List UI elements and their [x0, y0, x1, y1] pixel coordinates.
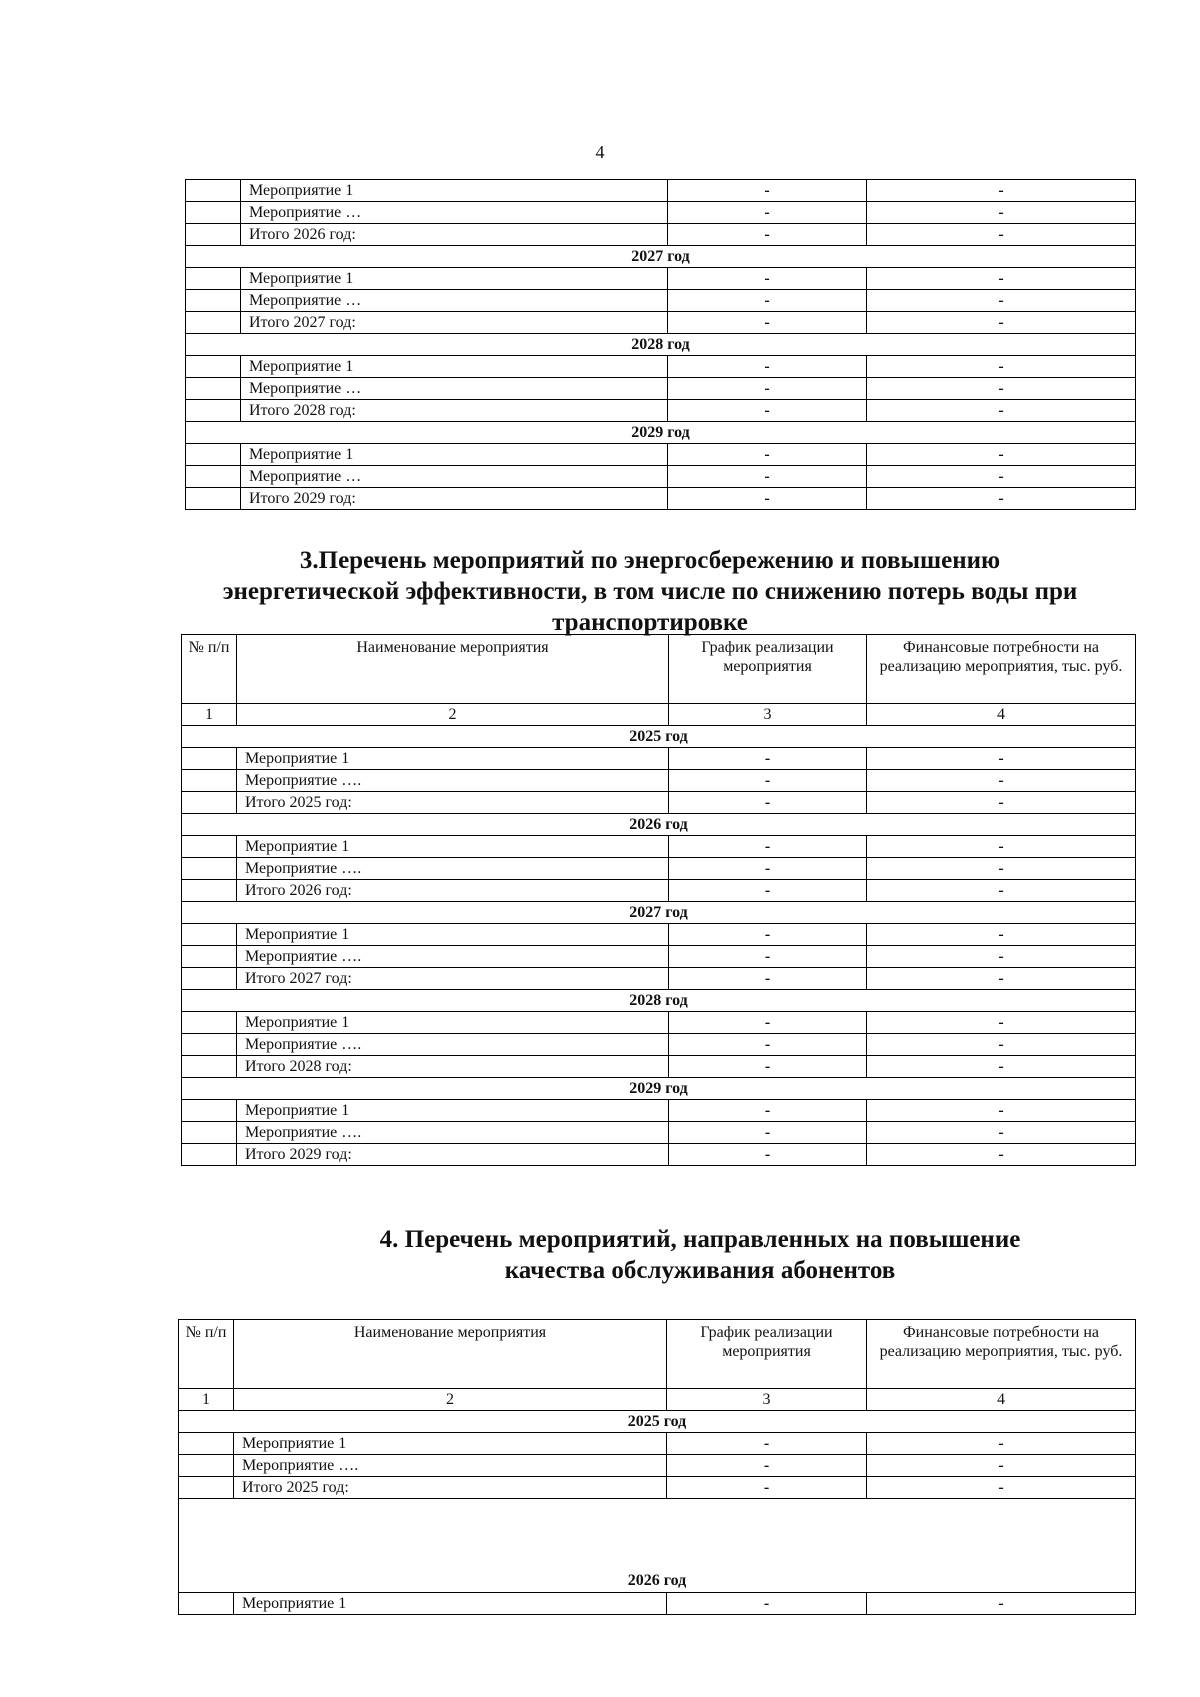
total-label: Итого 2028 год: — [237, 1056, 669, 1078]
schedule-cell: - — [669, 968, 867, 990]
activity-name: Мероприятие … — [241, 202, 668, 224]
column-number: 1 — [182, 704, 237, 726]
year-heading: 2028 год — [182, 990, 1136, 1012]
schedule-cell: - — [669, 880, 867, 902]
activity-row — [179, 1455, 1136, 1477]
row-number-cell — [182, 748, 237, 770]
row-number-cell — [182, 836, 237, 858]
total-row — [186, 400, 1136, 422]
activity-name: Мероприятие 1 — [237, 836, 669, 858]
financing-cell: - — [867, 224, 1136, 246]
year-heading: 2027 год — [182, 902, 1136, 924]
activity-row — [186, 180, 1136, 202]
row-number-cell — [186, 268, 241, 290]
financing-cell: - — [867, 1593, 1136, 1615]
activity-row — [186, 268, 1136, 290]
year-row — [179, 1411, 1136, 1433]
header-schedule: График реализации мероприятия — [669, 635, 867, 704]
activity-row — [182, 1034, 1136, 1056]
financing-cell: - — [867, 968, 1136, 990]
financing-cell: - — [867, 1477, 1136, 1499]
activity-row — [186, 444, 1136, 466]
year-heading: 2027 год — [186, 246, 1136, 268]
activity-row — [186, 378, 1136, 400]
row-number-cell — [186, 466, 241, 488]
year-row — [182, 1078, 1136, 1100]
financing-cell: - — [867, 312, 1136, 334]
total-row — [182, 1144, 1136, 1166]
financing-cell: - — [867, 924, 1136, 946]
activity-name: Мероприятие … — [241, 466, 668, 488]
activity-row — [179, 1593, 1136, 1615]
activity-name: Мероприятие … — [241, 378, 668, 400]
schedule-cell: - — [668, 378, 867, 400]
column-number-row — [179, 1389, 1136, 1411]
financing-cell: - — [867, 202, 1136, 224]
total-label: Итого 2028 год: — [241, 400, 668, 422]
financing-cell: - — [867, 1100, 1136, 1122]
schedule-cell: - — [668, 444, 867, 466]
total-label: Итого 2027 год: — [241, 312, 668, 334]
column-number: 1 — [179, 1389, 234, 1411]
section3-title — [170, 545, 1130, 638]
activity-name: Мероприятие 1 — [241, 268, 668, 290]
activity-name: Мероприятие 1 — [241, 356, 668, 378]
total-row — [182, 792, 1136, 814]
column-number: 4 — [867, 1389, 1136, 1411]
year-row — [186, 422, 1136, 444]
activity-name: Мероприятие 1 — [237, 1012, 669, 1034]
year-row — [186, 246, 1136, 268]
activity-row — [182, 946, 1136, 968]
schedule-cell: - — [669, 1012, 867, 1034]
row-number-cell — [186, 444, 241, 466]
activity-name: Мероприятие …. — [237, 770, 669, 792]
financing-cell: - — [867, 946, 1136, 968]
schedule-cell: - — [669, 924, 867, 946]
row-number-cell — [182, 946, 237, 968]
row-number-cell — [182, 770, 237, 792]
row-number-cell — [182, 1122, 237, 1144]
total-row — [182, 1056, 1136, 1078]
total-row — [179, 1477, 1136, 1499]
row-number-cell — [186, 312, 241, 334]
activity-name: Мероприятие … — [241, 290, 668, 312]
year-row — [182, 990, 1136, 1012]
activity-row — [182, 748, 1136, 770]
financing-cell: - — [867, 400, 1136, 422]
row-number-cell — [182, 968, 237, 990]
activity-row — [182, 770, 1136, 792]
section3-title-line: 3.Перечень мероприятий по энергосбережению и повышению — [299, 547, 1001, 574]
header-row — [179, 1320, 1136, 1389]
financing-cell: - — [867, 770, 1136, 792]
section4-title — [330, 1224, 1070, 1286]
schedule-cell: - — [668, 356, 867, 378]
total-row — [182, 880, 1136, 902]
row-number-cell — [179, 1593, 234, 1615]
financing-cell: - — [867, 268, 1136, 290]
financing-cell: - — [867, 488, 1136, 510]
financing-cell: - — [867, 880, 1136, 902]
column-number: 3 — [669, 704, 867, 726]
year-heading: 2029 год — [186, 422, 1136, 444]
section3-table — [181, 634, 1136, 1166]
schedule-cell: - — [668, 488, 867, 510]
total-label: Итого 2026 год: — [241, 224, 668, 246]
year-heading: 2026 год — [182, 814, 1136, 836]
activity-row — [182, 836, 1136, 858]
year-heading: 2025 год — [182, 726, 1136, 748]
row-number-cell — [186, 400, 241, 422]
activity-row — [186, 356, 1136, 378]
financing-cell: - — [867, 1433, 1136, 1455]
row-number-cell — [186, 378, 241, 400]
row-number-cell — [182, 924, 237, 946]
financing-cell: - — [867, 1012, 1136, 1034]
schedule-cell: - — [667, 1477, 867, 1499]
section4-title-line: качества обслуживания абонентов — [504, 1257, 896, 1284]
row-number-cell — [179, 1477, 234, 1499]
activity-row — [182, 1100, 1136, 1122]
section4-table — [178, 1319, 1136, 1615]
financing-cell: - — [867, 858, 1136, 880]
year-heading: 2026 год — [179, 1499, 1136, 1593]
row-number-cell — [186, 356, 241, 378]
schedule-cell: - — [669, 1100, 867, 1122]
schedule-cell: - — [669, 770, 867, 792]
schedule-cell: - — [669, 1056, 867, 1078]
activity-name: Мероприятие …. — [237, 858, 669, 880]
schedule-cell: - — [668, 224, 867, 246]
activity-name: Мероприятие 1 — [241, 180, 668, 202]
total-row — [186, 488, 1136, 510]
total-row — [186, 312, 1136, 334]
activity-row — [186, 202, 1136, 224]
financing-cell: - — [867, 378, 1136, 400]
schedule-cell: - — [669, 836, 867, 858]
financing-cell: - — [867, 466, 1136, 488]
schedule-cell: - — [669, 792, 867, 814]
row-number-cell — [182, 880, 237, 902]
row-number-cell — [182, 858, 237, 880]
schedule-cell: - — [667, 1433, 867, 1455]
schedule-cell: - — [668, 290, 867, 312]
header-name: Наименование мероприятия — [237, 635, 669, 704]
column-number: 4 — [867, 704, 1136, 726]
activity-name: Мероприятие …. — [237, 946, 669, 968]
total-label: Итого 2029 год: — [237, 1144, 669, 1166]
schedule-cell: - — [667, 1455, 867, 1477]
column-number: 2 — [234, 1389, 667, 1411]
table-continuation — [185, 179, 1136, 510]
row-number-cell — [186, 224, 241, 246]
page-number: 4 — [595, 142, 605, 162]
total-label: Итого 2025 год: — [234, 1477, 667, 1499]
total-label: Итого 2025 год: — [237, 792, 669, 814]
activity-row — [182, 858, 1136, 880]
financing-cell: - — [867, 1455, 1136, 1477]
activity-name: Мероприятие …. — [237, 1122, 669, 1144]
row-number-cell — [186, 202, 241, 224]
activity-name: Мероприятие …. — [237, 1034, 669, 1056]
row-number-cell — [182, 1056, 237, 1078]
header-financing: Финансовые потребности на реализацию мероприятия, тыс. руб. — [867, 635, 1136, 704]
column-number: 3 — [667, 1389, 867, 1411]
row-number-cell — [182, 1144, 237, 1166]
header-financing: Финансовые потребности на реализацию мероприятия, тыс. руб. — [867, 1320, 1136, 1389]
year-row — [186, 334, 1136, 356]
schedule-cell: - — [668, 202, 867, 224]
financing-cell: - — [867, 1122, 1136, 1144]
header-row — [182, 635, 1136, 704]
activity-row — [182, 924, 1136, 946]
year-heading: 2029 год — [182, 1078, 1136, 1100]
financing-cell: - — [867, 356, 1136, 378]
activity-row — [186, 290, 1136, 312]
year-row — [182, 814, 1136, 836]
year-heading: 2025 год — [179, 1411, 1136, 1433]
total-row — [182, 968, 1136, 990]
activity-name: Мероприятие …. — [234, 1455, 667, 1477]
financing-cell: - — [867, 836, 1136, 858]
header-name: Наименование мероприятия — [234, 1320, 667, 1389]
section4-title-line: 4. Перечень мероприятий, направленных на повышение — [379, 1226, 1021, 1253]
total-label: Итого 2029 год: — [241, 488, 668, 510]
activity-name: Мероприятие 1 — [234, 1593, 667, 1615]
row-number-cell — [179, 1455, 234, 1477]
activity-name: Мероприятие 1 — [241, 444, 668, 466]
activity-name: Мероприятие 1 — [234, 1433, 667, 1455]
header-schedule: График реализации мероприятия — [667, 1320, 867, 1389]
header-number: № п/п — [182, 635, 237, 704]
row-number-cell — [186, 290, 241, 312]
activity-row — [186, 466, 1136, 488]
schedule-cell: - — [668, 400, 867, 422]
schedule-cell: - — [669, 1122, 867, 1144]
schedule-cell: - — [668, 180, 867, 202]
row-number-cell — [182, 792, 237, 814]
schedule-cell: - — [668, 466, 867, 488]
column-number-row — [182, 704, 1136, 726]
activity-name: Мероприятие 1 — [237, 1100, 669, 1122]
activity-name: Мероприятие 1 — [237, 748, 669, 770]
year-heading: 2028 год — [186, 334, 1136, 356]
total-label: Итого 2027 год: — [237, 968, 669, 990]
total-label: Итого 2026 год: — [237, 880, 669, 902]
financing-cell: - — [867, 444, 1136, 466]
row-number-cell — [179, 1433, 234, 1455]
financing-cell: - — [867, 792, 1136, 814]
financing-cell: - — [867, 1144, 1136, 1166]
row-number-cell — [182, 1012, 237, 1034]
section3-title-line: транспортировке — [552, 609, 748, 636]
activity-row — [182, 1122, 1136, 1144]
header-number: № п/п — [179, 1320, 234, 1389]
financing-cell: - — [867, 180, 1136, 202]
schedule-cell: - — [669, 1034, 867, 1056]
schedule-cell: - — [669, 748, 867, 770]
row-number-cell — [182, 1100, 237, 1122]
schedule-cell: - — [669, 858, 867, 880]
year-row — [179, 1499, 1136, 1593]
total-row — [186, 224, 1136, 246]
row-number-cell — [186, 488, 241, 510]
section3-title-line: энергетической эффективности, в том числе по снижению потерь воды при — [222, 578, 1078, 605]
row-number-cell — [182, 1034, 237, 1056]
schedule-cell: - — [668, 268, 867, 290]
column-number: 2 — [237, 704, 669, 726]
activity-row — [182, 1012, 1136, 1034]
activity-name: Мероприятие 1 — [237, 924, 669, 946]
schedule-cell: - — [669, 1144, 867, 1166]
row-number-cell — [186, 180, 241, 202]
financing-cell: - — [867, 1056, 1136, 1078]
schedule-cell: - — [668, 312, 867, 334]
schedule-cell: - — [667, 1593, 867, 1615]
financing-cell: - — [867, 290, 1136, 312]
year-row — [182, 726, 1136, 748]
schedule-cell: - — [669, 946, 867, 968]
activity-row — [179, 1433, 1136, 1455]
financing-cell: - — [867, 1034, 1136, 1056]
year-row — [182, 902, 1136, 924]
financing-cell: - — [867, 748, 1136, 770]
